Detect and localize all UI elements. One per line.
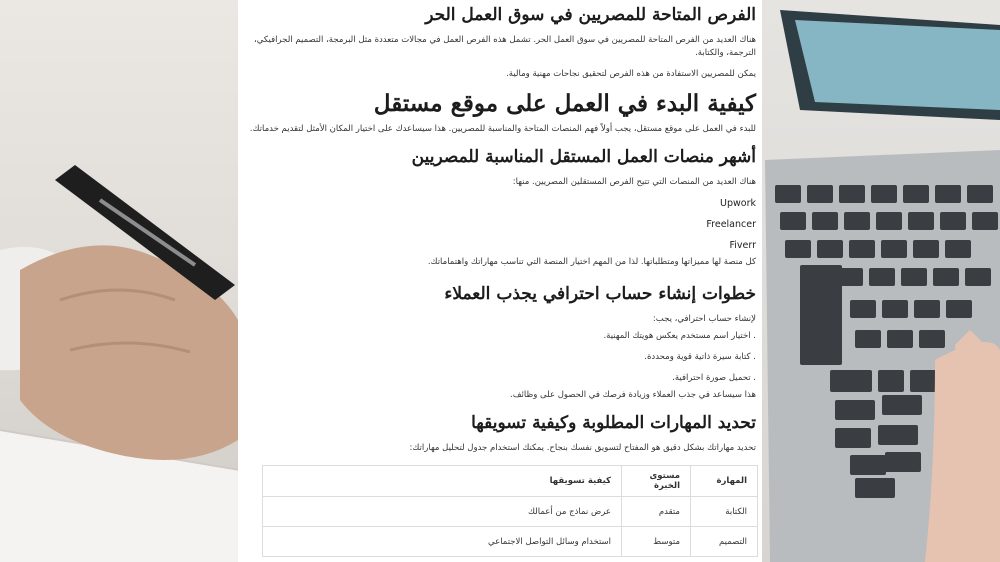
paragraph-skills-intro: تحديد مهاراتك بشكل دقيق هو المفتاح لتسويق نفسك بنجاح. يمكنك استخدام جدول لتحليل مهاراتك: xyxy=(409,443,756,453)
paragraph-getting-started: للبدء في العمل على موقع مستقل، يجب أولاً فهم المنصات المتاحة والمناسبة للمصريين. هذا سيساعدك على اختيار المكان الأمثل لتقديم خدماتك. xyxy=(249,124,756,134)
paragraph-platforms-outro: كل منصة لها مميزاتها ومتطلباتها. لذا من المهم اختيار المنصة التي تناسب مهاراتك واهتماماتك. xyxy=(427,257,756,267)
article-content xyxy=(238,0,762,455)
paragraph-profile-intro: لإنشاء حساب احترافي، يجب: xyxy=(652,314,756,324)
table-cell-skill: التصميم xyxy=(691,527,758,557)
background-hand-writing xyxy=(0,0,240,562)
heading-profile: خطوات إنشاء حساب احترافي يجذب العملاء xyxy=(444,284,756,304)
table-header-row xyxy=(263,466,758,497)
table-header-skill: المهارة xyxy=(691,466,758,497)
heading-getting-started: كيفية البدء في العمل على موقع مستقل xyxy=(373,90,756,117)
paragraph-opportunities-1: هناك العديد من الفرص المتاحة للمصريين في سوق العمل الحر. تشمل هذه الفرص العمل في مجالات متعددة مثل البرمجة، التصميم الجرافيكي، الترجمة، والكتابة. xyxy=(254,35,756,58)
hand-pen-illustration xyxy=(0,0,240,562)
table-cell-level: متوسط xyxy=(622,527,691,557)
platform-freelancer: Freelancer xyxy=(706,219,756,230)
platform-upwork: Upwork xyxy=(720,198,756,209)
paragraph-platforms-intro: هناك العديد من المنصات التي تتيح الفرص المستقلين المصريين. منها: xyxy=(512,177,756,187)
paragraph-opportunities-2: يمكن للمصريين الاستفادة من هذه الفرص لتحقيق نجاحات مهنية ومالية. xyxy=(506,69,756,79)
table-cell-level: متقدم xyxy=(622,497,691,527)
paragraph-profile-outro: هذا سيساعد في جذب العملاء وزيادة فرصك في الحصول على وظائف. xyxy=(510,390,756,400)
table-header-level: مستوى الخبرة xyxy=(622,466,691,497)
heading-opportunities: الفرص المتاحة للمصريين في سوق العمل الحر xyxy=(425,5,756,25)
table-row xyxy=(263,497,758,527)
laptop-keyboard-illustration xyxy=(760,0,1000,562)
table-header-marketing: كيفية تسويقها xyxy=(263,466,622,497)
table-row xyxy=(263,527,758,557)
platform-fiverr: Fiverr xyxy=(729,240,756,251)
heading-skills: تحديد المهارات المطلوبة وكيفية تسويقها xyxy=(471,413,756,433)
heading-platforms: أشهر منصات العمل المستقل المناسبة للمصريين xyxy=(411,147,756,167)
table-cell-marketing: استخدام وسائل التواصل الاجتماعي xyxy=(263,527,622,557)
profile-step-3: . تحميل صورة احترافية. xyxy=(672,373,756,383)
profile-step-1: . اختيار اسم مستخدم يعكس هويتك المهنية. xyxy=(603,331,756,341)
table-cell-skill: الكتابة xyxy=(691,497,758,527)
background-laptop xyxy=(760,0,1000,562)
table-cell-marketing: عرض نماذج من أعمالك xyxy=(263,497,622,527)
skills-table xyxy=(262,465,758,557)
profile-step-2: . كتابة سيرة ذاتية قوية ومحددة. xyxy=(644,352,756,362)
